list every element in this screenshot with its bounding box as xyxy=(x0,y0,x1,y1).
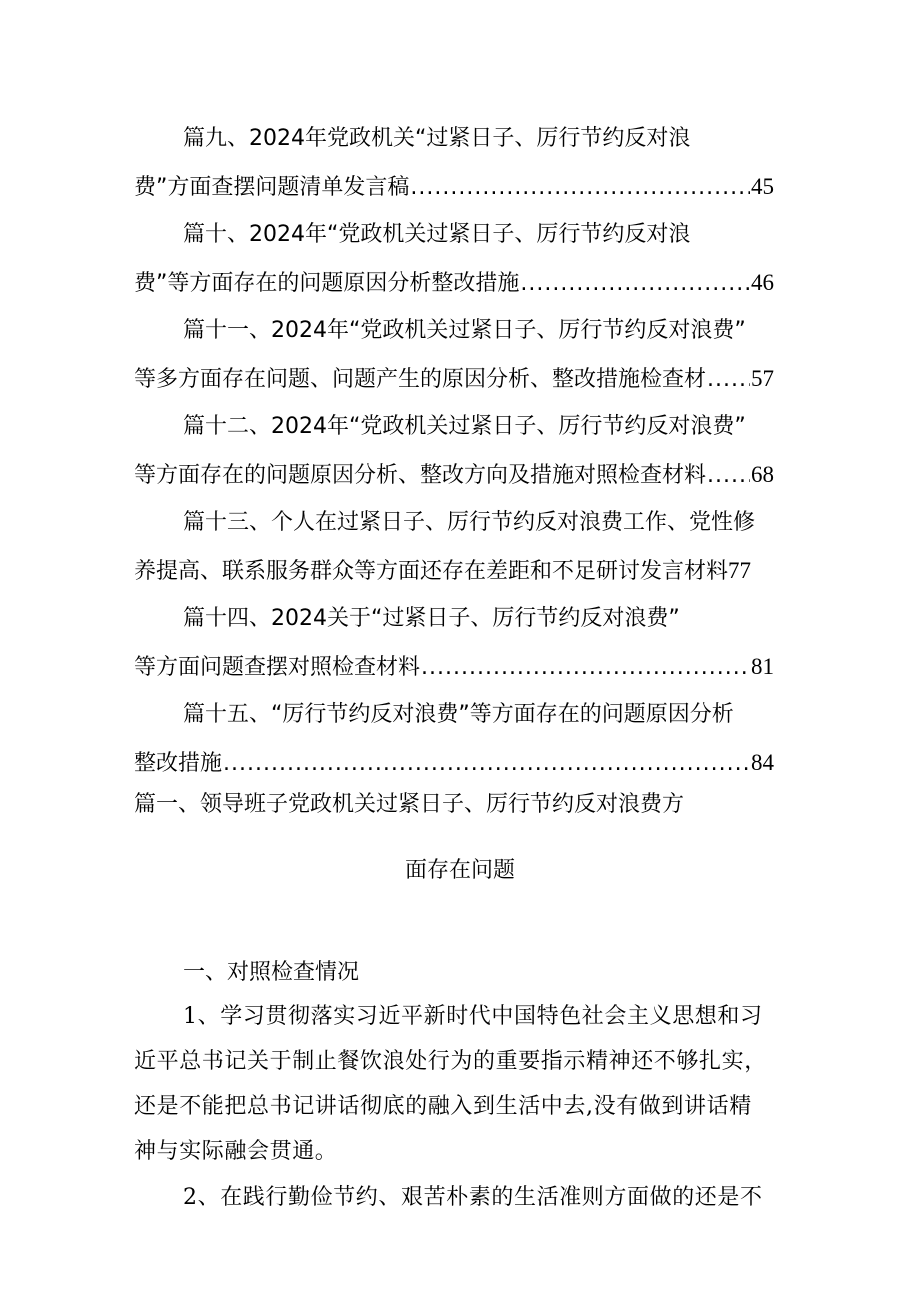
toc-entry-14-line1[interactable]: 篇十四、2024关于“过紧日子、厉行节约反对浪费” xyxy=(183,606,680,631)
toc-entry-9-line1[interactable]: 篇九、2024年党政机关“过紧日子、厉行节约反对浪 xyxy=(183,126,691,151)
toc-entry-15-line2[interactable] xyxy=(134,748,774,779)
toc-page-number: 46 xyxy=(751,270,774,295)
toc-leader-dots xyxy=(410,173,750,203)
toc-page-number: 77 xyxy=(728,558,752,583)
section-heading: 一、对照检查情况 xyxy=(183,960,360,985)
toc-entry-10-line2[interactable] xyxy=(134,268,774,299)
toc-page-number: 45 xyxy=(751,174,774,199)
toc-leader-dots xyxy=(421,653,750,683)
toc-entry-12-line1[interactable]: 篇十二、2024年“党政机关过紧日子、厉行节约反对浪费” xyxy=(183,414,746,439)
paragraph-2-line1: 2、在践行勤俭节约、艰苦朴素的生活准则方面做的还是不 xyxy=(183,1185,763,1210)
toc-entry-9-text: 费”方面查摆问题清单发言稿 xyxy=(134,175,410,200)
toc-entry-14-text: 等方面问题查摆对照检查材料 xyxy=(134,655,421,680)
toc-entry-11-text: 等多方面存在问题、问题产生的原因分析、整改措施检查材 xyxy=(134,367,707,392)
toc-page-number: 84 xyxy=(751,750,774,775)
toc-entry-11-line2[interactable] xyxy=(134,364,774,395)
toc-entry-9-line2[interactable] xyxy=(134,172,774,203)
toc-page-number: 68 xyxy=(751,462,774,487)
toc-entry-10-text: 费”等方面存在的问题原因分析整改措施 xyxy=(134,271,520,296)
toc-entry-11-line1[interactable]: 篇十一、2024年“党政机关过紧日子、厉行节约反对浪费” xyxy=(183,318,746,343)
toc-leader-dots xyxy=(520,269,750,299)
article-title-line2: 面存在问题 xyxy=(404,858,515,883)
toc-page-number: 57 xyxy=(751,366,774,391)
paragraph-1-line1: 1、学习贯彻落实习近平新时代中国特色社会主义思想和习 xyxy=(183,1004,763,1029)
paragraph-1-line3: 还是不能把总书记讲话彻底的融入到生活中去,没有做到讲话精 xyxy=(134,1094,752,1119)
paragraph-1-line2: 近平总书记关于制止餐饮浪处行为的重要指示精神还不够扎实， xyxy=(134,1049,767,1074)
toc-entry-13-line2[interactable] xyxy=(134,556,774,587)
toc-entry-10-line1[interactable]: 篇十、2024年“党政机关过紧日子、厉行节约反对浪 xyxy=(183,222,691,247)
toc-entry-13-line1[interactable]: 篇十三、个人在过紧日子、厉行节约反对浪费工作、党性修 xyxy=(183,510,756,535)
toc-leader-dots xyxy=(707,461,750,491)
toc-entry-13-text: 养提高、联系服务群众等方面还存在差距和不足研讨发言材料 xyxy=(134,559,729,584)
toc-entry-14-line2[interactable] xyxy=(134,652,774,683)
toc-leader-dots xyxy=(223,749,750,779)
toc-leader-dots xyxy=(707,365,750,395)
paragraph-1-line4: 神与实际融会贯通。 xyxy=(134,1139,338,1164)
toc-entry-12-line2[interactable] xyxy=(134,460,774,491)
toc-page-number: 81 xyxy=(751,654,774,679)
toc-entry-15-line1[interactable]: 篇十五、“厉行节约反对浪费”等方面存在的问题原因分析 xyxy=(183,702,734,727)
article-title-line1: 篇一、领导班子党政机关过紧日子、厉行节约反对浪费方 xyxy=(134,792,685,817)
toc-entry-12-text: 等方面存在的问题原因分析、整改方向及措施对照检查材料 xyxy=(134,463,707,488)
toc-entry-15-text: 整改措施 xyxy=(134,751,223,776)
